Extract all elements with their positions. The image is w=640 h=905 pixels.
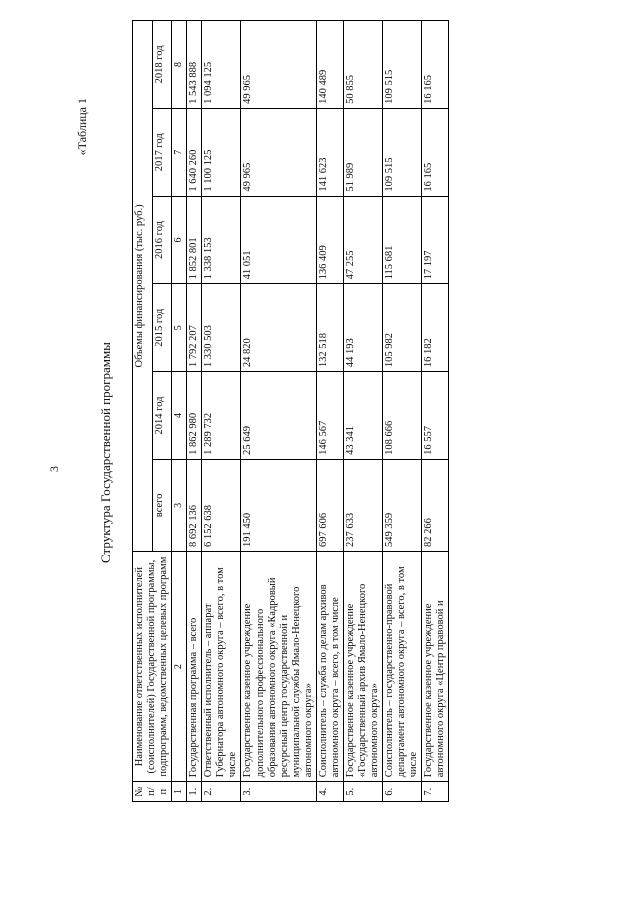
table-row	[383, 21, 422, 802]
value-2015: 24 820	[241, 284, 316, 372]
value-2016: 17 197	[422, 196, 449, 284]
value-2016: 1 338 153	[202, 196, 241, 284]
value-2015: 16 182	[422, 284, 449, 372]
row-number: 3.	[241, 782, 316, 802]
value-2018: 16 165	[422, 21, 449, 109]
row-name: Соисполнитель – государственно-правовой департамент автономного округа – всего, в том числе	[383, 551, 422, 781]
header-number: № п/п	[133, 782, 172, 802]
value-2018: 140 489	[316, 21, 343, 109]
row-name: Государственное казенное учреждение автономного округа «Центр правовой и	[422, 551, 449, 781]
document-title: Структура Государственной программы	[98, 342, 113, 563]
column-index: 7	[172, 108, 187, 196]
table-reference: «Таблица 1	[75, 98, 89, 156]
table-row	[241, 21, 316, 802]
value-2016: 47 255	[343, 196, 382, 284]
header-name: Наименование ответственных исполнителей (соисполнителей) Государственной программы, подпрограмм, ведомственных целевых программ	[133, 551, 172, 781]
value-2018: 1 543 888	[187, 21, 202, 109]
header-year: 2016 год	[152, 196, 172, 284]
column-index-row	[172, 21, 187, 802]
header-total: всего	[152, 459, 172, 551]
value-total: 697 606	[316, 459, 343, 551]
value-2018: 109 515	[383, 21, 422, 109]
table-row	[343, 21, 382, 802]
header-funding: Объемы финансирования (тыс. руб.)	[133, 21, 153, 552]
row-number: 1.	[187, 782, 202, 802]
value-2015: 132 518	[316, 284, 343, 372]
value-total: 8 692 136	[187, 459, 202, 551]
value-2017: 141 623	[316, 108, 343, 196]
column-index: 8	[172, 21, 187, 109]
column-index: 3	[172, 459, 187, 551]
value-2018: 49 965	[241, 21, 316, 109]
table-row	[316, 21, 343, 802]
row-number: 2.	[202, 782, 241, 802]
value-2014: 1 862 980	[187, 372, 202, 460]
table-row	[202, 21, 241, 802]
value-total: 191 450	[241, 459, 316, 551]
value-total: 6 152 638	[202, 459, 241, 551]
value-2017: 49 965	[241, 108, 316, 196]
row-number: 4.	[316, 782, 343, 802]
value-2017: 16 165	[422, 108, 449, 196]
row-number: 5.	[343, 782, 382, 802]
value-2015: 105 982	[383, 284, 422, 372]
value-2018: 1 094 125	[202, 21, 241, 109]
value-2017: 109 515	[383, 108, 422, 196]
column-index: 6	[172, 196, 187, 284]
page-number: 3	[47, 466, 61, 472]
row-number: 6.	[383, 782, 422, 802]
table-row	[187, 21, 202, 802]
column-index: 5	[172, 284, 187, 372]
value-2015: 44 193	[343, 284, 382, 372]
value-2016: 136 409	[316, 196, 343, 284]
value-total: 237 633	[343, 459, 382, 551]
value-2014: 16 557	[422, 372, 449, 460]
program-structure-table	[132, 20, 449, 802]
value-2014: 43 341	[343, 372, 382, 460]
header-year: 2014 год	[152, 372, 172, 460]
value-total: 82 266	[422, 459, 449, 551]
value-2015: 1 792 207	[187, 284, 202, 372]
column-index: 2	[172, 551, 187, 781]
value-2016: 1 852 801	[187, 196, 202, 284]
row-name: Государственное казенное учреждение «Государственный архив Ямало-Ненецкого автономного округа»	[343, 551, 382, 781]
value-2017: 1 640 260	[187, 108, 202, 196]
value-total: 549 359	[383, 459, 422, 551]
row-name: Государственная программа – всего	[187, 551, 202, 781]
value-2017: 1 100 125	[202, 108, 241, 196]
value-2016: 115 681	[383, 196, 422, 284]
value-2017: 51 989	[343, 108, 382, 196]
value-2015: 1 330 503	[202, 284, 241, 372]
header-year: 2018 год	[152, 21, 172, 109]
header-year: 2015 год	[152, 284, 172, 372]
value-2018: 50 855	[343, 21, 382, 109]
column-index: 1	[172, 782, 187, 802]
row-name: Ответственный исполнитель – аппарат Губернатора автономного округа – всего, в том числе	[202, 551, 241, 781]
value-2014: 1 289 732	[202, 372, 241, 460]
header-year: 2017 год	[152, 108, 172, 196]
row-name: Государственное казенное учреждение дополнительного профессионального образования автономного округа «Кадровый ресурсный центр государственной и муниципальной службы Ямало-Ненецкого автономного округа»	[241, 551, 316, 781]
column-index: 4	[172, 372, 187, 460]
value-2014: 108 666	[383, 372, 422, 460]
row-number: 7.	[422, 782, 449, 802]
row-name: Соисполнитель – служба по делам архивов автономного округа – всего, в том числе	[316, 551, 343, 781]
table-row	[422, 21, 449, 802]
value-2014: 146 567	[316, 372, 343, 460]
value-2014: 25 649	[241, 372, 316, 460]
value-2016: 41 051	[241, 196, 316, 284]
